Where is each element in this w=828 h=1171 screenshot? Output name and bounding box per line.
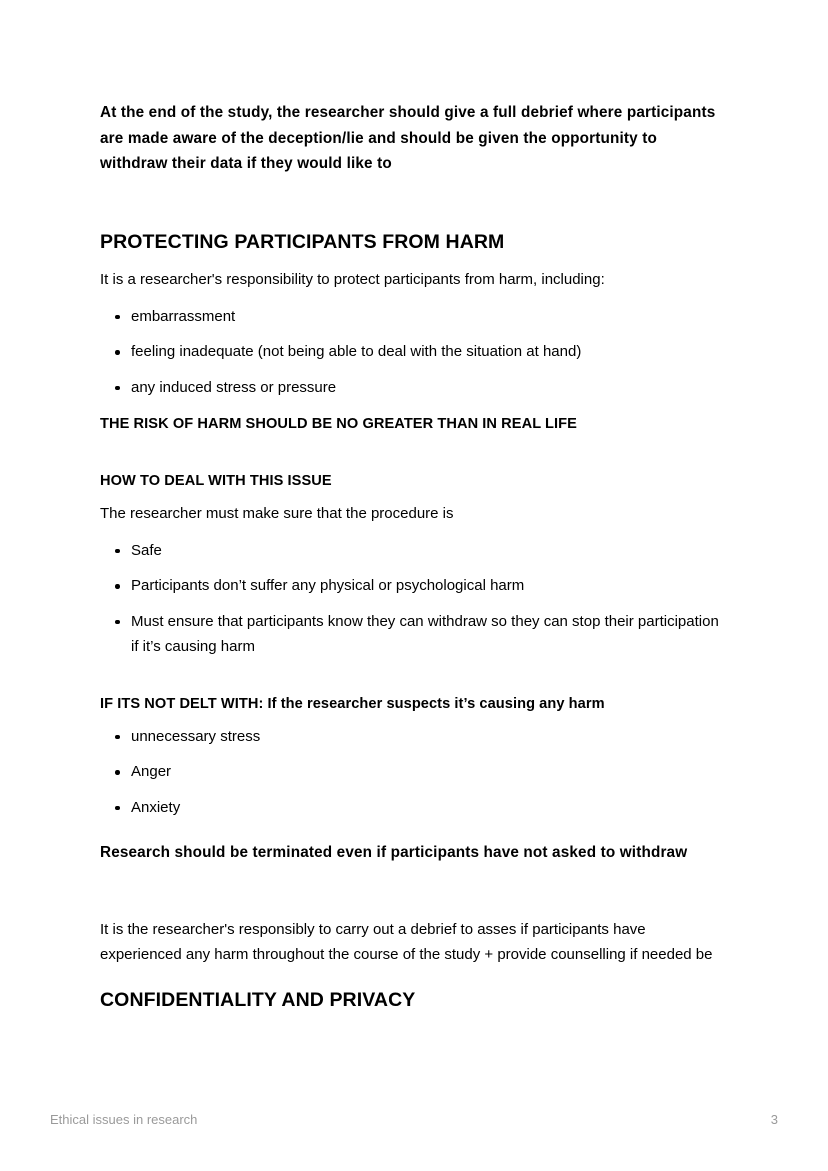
page-footer [50, 1108, 778, 1130]
research-termination-emphasis: Research should be terminated even if participants have not asked to withdraw [100, 843, 688, 861]
footer-page-number: 3 [770, 1111, 778, 1127]
list-item: any induced stress or pressure [100, 375, 720, 400]
spacer [100, 436, 720, 469]
list-item: Participants don’t suffer any physical or psychological harm [100, 573, 720, 598]
list-item: Anger [100, 759, 720, 784]
footer-document-title: Ethical issues in research [50, 1111, 198, 1127]
spacer [100, 400, 720, 412]
closing-paragraph: It is the researcher's responsibly to carry out a debrief to asses if participants have experienced any harm throughout the course of the study + provide counselling if needed be [100, 921, 713, 963]
spacer [100, 659, 720, 692]
harm-bullet-list [100, 304, 720, 400]
not-dealt-with-bullet-list [100, 724, 720, 820]
list-item: feeling inadequate (not being able to deal with the situation at hand) [100, 339, 720, 364]
spacer [100, 820, 720, 840]
heading-confidentiality-and-privacy: CONFIDENTIALITY AND PRIVACY [100, 989, 416, 1011]
harm-risk-emphasis: THE RISK OF HARM SHOULD BE NO GREATER THAN IN REAL LIFE [100, 415, 577, 432]
spacer [100, 292, 720, 304]
spacer [100, 865, 720, 917]
list-item: embarrassment [100, 304, 720, 329]
spacer [100, 526, 720, 538]
list-item: Safe [100, 538, 720, 563]
how-to-deal-bullet-list [100, 538, 720, 659]
heading-if-its-not-delt-with: IF ITS NOT DELT WITH: If the researcher suspects it’s causing any harm [100, 695, 605, 712]
list-item: Anxiety [100, 795, 720, 820]
harm-lead-text: It is a researcher's responsibility to protect participants from harm, including: [100, 270, 605, 288]
heading-protecting-participants-from-harm: PROTECTING PARTICIPANTS FROM HARM [100, 230, 505, 253]
spacer [100, 177, 720, 229]
document-content [100, 100, 720, 1013]
list-item: unnecessary stress [100, 724, 720, 749]
list-item: Must ensure that participants know they can withdraw so they can stop their participation if it’s causing harm [100, 609, 720, 659]
how-to-deal-lead-text: The researcher must make sure that the procedure is [100, 504, 454, 522]
spacer [100, 493, 720, 501]
heading-how-to-deal-with-this-issue: HOW TO DEAL WITH THIS ISSUE [100, 472, 332, 489]
intro-paragraph: At the end of the study, the researcher should give a full debrief where participants are made aware of the deception/lie and should be given the opportunity to withdraw their data if they would like to [100, 104, 716, 172]
spacer [100, 255, 720, 267]
spacer [100, 716, 720, 724]
spacer [100, 967, 720, 987]
